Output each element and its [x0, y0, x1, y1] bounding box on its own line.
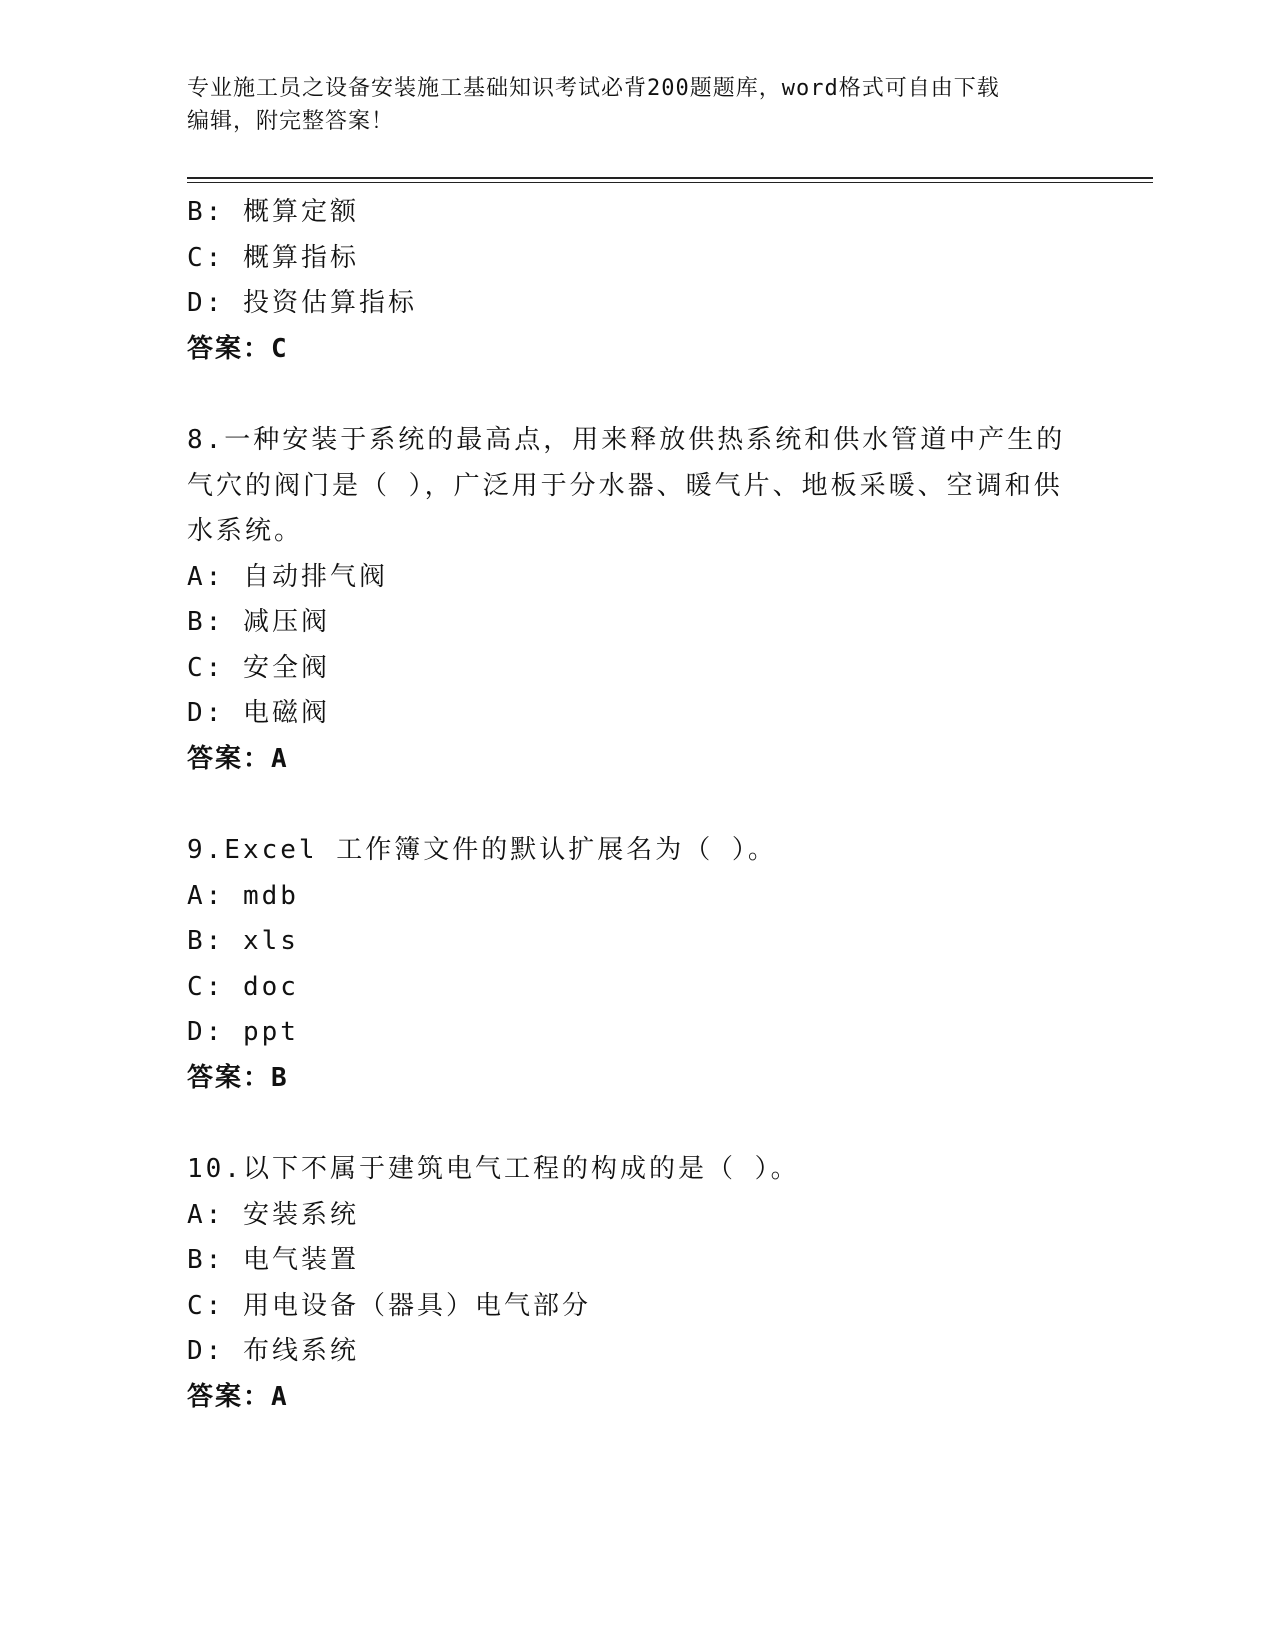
option-b: B: 减压阀 [187, 607, 330, 637]
question-text-line: 气穴的阀门是（ ），广泛用于分水器、暖气片、地板采暖、空调和供 [187, 470, 1063, 501]
question-8 [187, 418, 1087, 782]
header-divider-thick [187, 177, 1153, 179]
option-c: C: 用电设备（器具）电气部分 [187, 1290, 591, 1321]
option-c: C: 安全阀 [187, 652, 330, 683]
option-b: B: xls [187, 926, 299, 956]
question-text-line: 9.Excel 工作簿文件的默认扩展名为（ ）。 [187, 835, 777, 865]
question-text-line: 水系统。 [187, 516, 304, 546]
option-b: B: 电气装置 [187, 1245, 359, 1275]
header-divider-thin [187, 182, 1153, 183]
question-text-line: 10.以下不属于建筑电气工程的构成的是（ ）。 [187, 1154, 800, 1184]
question-content [187, 190, 1087, 1420]
option-c: C: doc [187, 971, 299, 1002]
question-9 [187, 828, 1087, 1101]
question-text-line: 8.一种安装于系统的最高点，用来释放供热系统和供水管道中产生的 [187, 425, 1066, 455]
answer-line: 答案：A [187, 1381, 289, 1412]
option-a: A: mdb [187, 880, 299, 911]
option-a: A: 安装系统 [187, 1199, 359, 1230]
answer-line: 答案：C [187, 333, 289, 364]
question-10 [187, 1147, 1087, 1420]
prev-question-block [187, 190, 1087, 372]
option-a: A: 自动排气阀 [187, 561, 388, 592]
option-c: C: 概算指标 [187, 242, 359, 273]
option-b: B: 概算定额 [187, 197, 359, 227]
option-d: D: ppt [187, 1017, 299, 1047]
answer-line: 答案：B [187, 1062, 289, 1093]
document-header [187, 72, 1067, 138]
header-line-2: 编辑，附完整答案！ [187, 109, 395, 134]
header-line-1: 专业施工员之设备安装施工基础知识考试必背200题题库，word格式可自由下载 [187, 76, 1000, 101]
answer-line: 答案：A [187, 743, 289, 774]
option-d: D: 电磁阀 [187, 698, 330, 728]
option-d: D: 布线系统 [187, 1336, 359, 1366]
option-d: D: 投资估算指标 [187, 288, 417, 318]
